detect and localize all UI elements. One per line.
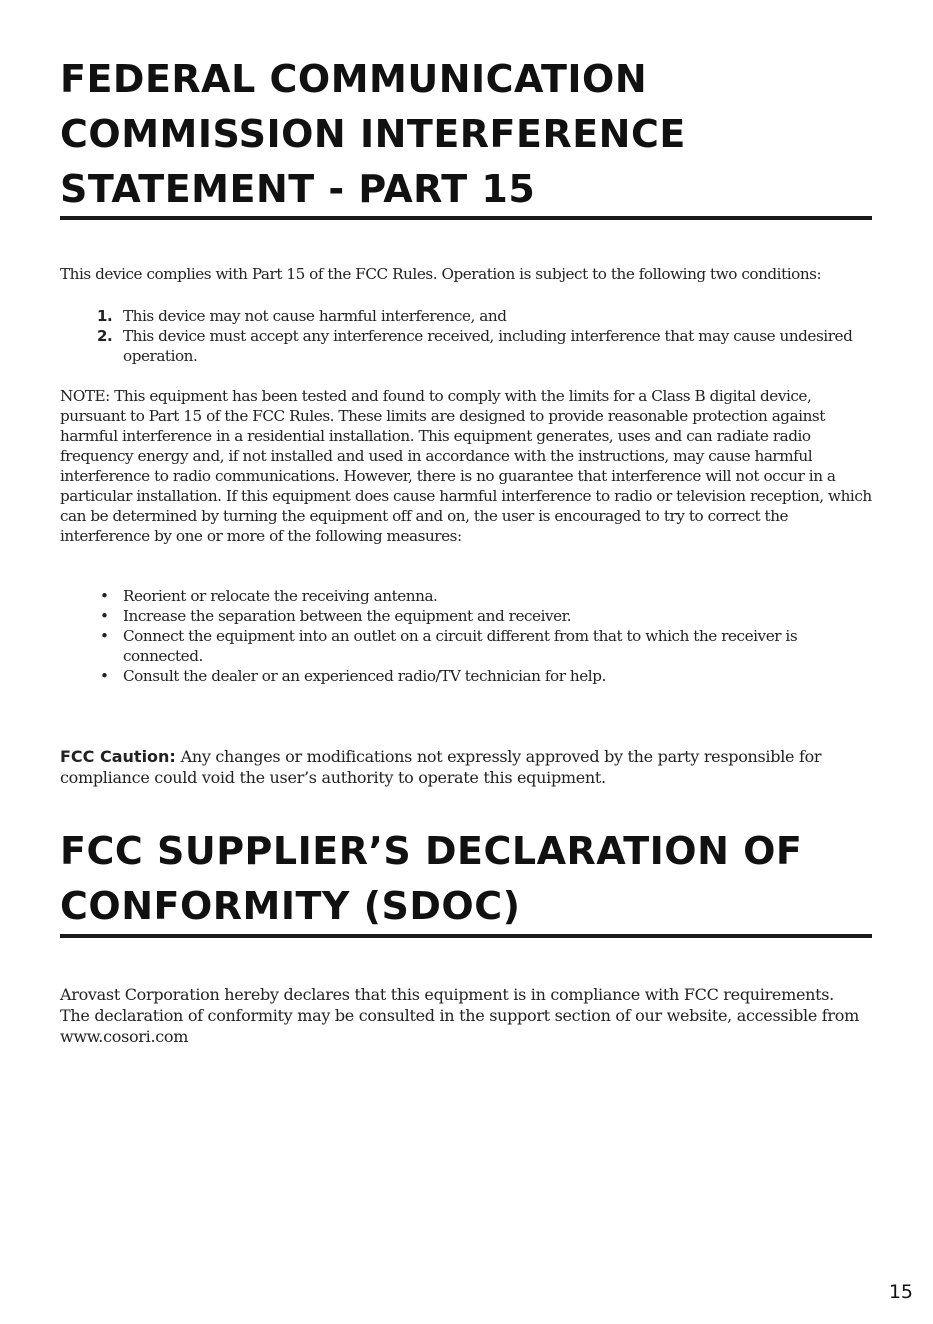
list-number: 2. bbox=[97, 327, 113, 345]
section-heading-sdoc bbox=[60, 824, 802, 934]
bullet-glyph: • bbox=[100, 607, 109, 625]
list-item-text: Connect the equipment into an outlet on a circuit different from that to which the receiver is connected. bbox=[123, 627, 798, 665]
sdoc-paragraph: Arovast Corporation hereby declares that this equipment is in compliance with FCC requirements. The declaration of conformity may be consulted in the support section of our website, accessible from www.cosori.com bbox=[60, 985, 859, 1046]
heading-line: FEDERAL COMMUNICATION bbox=[60, 57, 648, 101]
list-item-text: Increase the separation between the equipment and receiver. bbox=[123, 607, 572, 625]
heading-divider bbox=[60, 934, 872, 938]
list-item bbox=[60, 626, 860, 666]
list-item bbox=[60, 666, 860, 686]
bullet-glyph: • bbox=[100, 587, 109, 605]
list-item bbox=[60, 606, 860, 626]
bullet-glyph: • bbox=[100, 667, 109, 685]
caution-text: Any changes or modifications not expressly approved by the party responsible for compliance could void the user’s authority to operate this equipment. bbox=[60, 747, 822, 787]
note-paragraph: NOTE: This equipment has been tested and found to comply with the limits for a Class B digital device, pursuant to Part 15 of the FCC Rules. These limits are designed to provide reasonable protection against harmful interference in a residential installation. This equipment generates, uses and can radiate radio frequency energy and, if not installed and used in accordance with the instructions, may cause harmful interference to radio communications. However, there is no guarantee that interference will not occur in a particular installation. If this equipment does cause harmful interference to radio or television reception, which can be determined by turning the equipment off and on, the user is encouraged to try to correct the interference by one or more of the following measures: bbox=[60, 387, 872, 545]
list-item bbox=[60, 326, 860, 366]
list-item-text: This device must accept any interference received, including interference that may cause undesired operation. bbox=[123, 327, 853, 365]
list-item-text: Reorient or relocate the receiving antenna. bbox=[123, 587, 438, 605]
intro-paragraph: This device complies with Part 15 of the FCC Rules. Operation is subject to the following two conditions: bbox=[60, 265, 822, 283]
conditions-list bbox=[60, 306, 860, 366]
caution-label: FCC Caution: bbox=[60, 747, 176, 766]
list-item-text: Consult the dealer or an experienced radio/TV technician for help. bbox=[123, 667, 606, 685]
heading-line: CONFORMITY (SDOC) bbox=[60, 884, 521, 928]
list-number: 1. bbox=[97, 307, 113, 325]
section-heading-fcc-interference bbox=[60, 52, 686, 217]
page-number: 15 bbox=[888, 1281, 913, 1303]
bullet-glyph: • bbox=[100, 627, 109, 645]
heading-line: STATEMENT - PART 15 bbox=[60, 167, 536, 211]
heading-line: FCC SUPPLIER’S DECLARATION OF bbox=[60, 829, 803, 873]
list-item bbox=[60, 306, 860, 326]
measures-list bbox=[60, 586, 860, 686]
caution-paragraph bbox=[60, 746, 872, 788]
list-item bbox=[60, 586, 860, 606]
heading-line: COMMISSION INTERFERENCE bbox=[60, 112, 686, 156]
list-item-text: This device may not cause harmful interference, and bbox=[123, 307, 507, 325]
heading-divider bbox=[60, 216, 872, 220]
